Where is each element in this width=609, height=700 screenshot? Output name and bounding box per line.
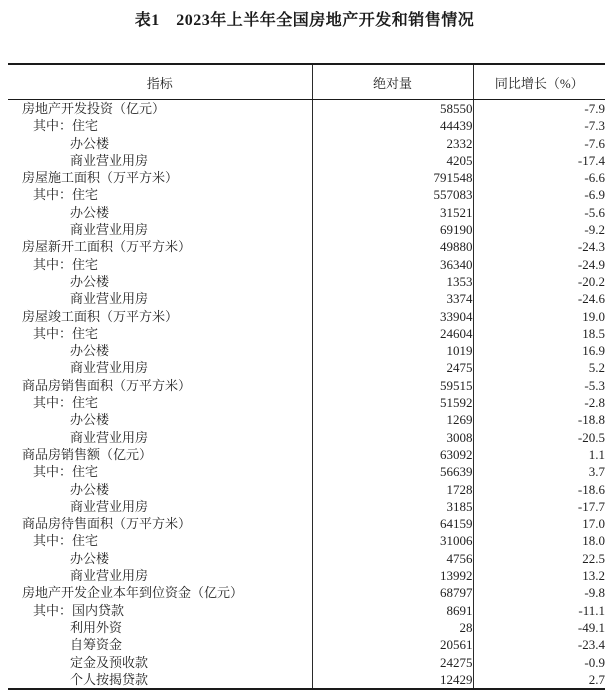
table-row <box>8 342 605 359</box>
indicator-cell: 商品房待售面积（万平方米） <box>22 516 192 532</box>
growth-cell: -6.9 <box>473 186 605 203</box>
table-title: 表1 2023年上半年全国房地产开发和销售情况 <box>134 12 475 29</box>
indicator-cell: 房屋新开工面积（万平方米） <box>22 239 192 255</box>
absolute-cell: 2475 <box>312 359 473 376</box>
growth-cell: -9.2 <box>473 221 605 238</box>
growth-cell: -24.6 <box>473 290 605 307</box>
growth-cell: 17.0 <box>473 515 605 532</box>
table-row <box>8 273 605 290</box>
table-container <box>8 63 605 690</box>
absolute-cell: 24604 <box>312 325 473 342</box>
table-row <box>8 135 605 152</box>
growth-cell: 2.7 <box>473 671 605 689</box>
indicator-cell: 定金及预收款 <box>70 654 149 670</box>
growth-cell: -49.1 <box>473 619 605 636</box>
table-row <box>8 325 605 342</box>
header-indicator: 指标 <box>8 64 312 100</box>
table-row <box>8 567 605 584</box>
indicator-cell: 其中：住宅 <box>33 325 99 341</box>
growth-cell: 22.5 <box>473 550 605 567</box>
indicator-cell: 其中：住宅 <box>33 464 99 480</box>
table-row <box>8 446 605 463</box>
absolute-cell: 1728 <box>312 481 473 498</box>
absolute-cell: 49880 <box>312 238 473 255</box>
growth-cell: -20.5 <box>473 429 605 446</box>
table-row <box>8 359 605 376</box>
growth-cell: 1.1 <box>473 446 605 463</box>
absolute-cell: 4205 <box>312 152 473 169</box>
table-row <box>8 619 605 636</box>
indicator-cell: 个人按揭贷款 <box>70 671 149 687</box>
indicator-cell: 商业营业用房 <box>70 222 149 238</box>
table-row <box>8 584 605 601</box>
absolute-cell: 59515 <box>312 377 473 394</box>
indicator-cell: 其中：国内贷款 <box>33 602 125 618</box>
absolute-cell: 58550 <box>312 100 473 118</box>
table-row <box>8 498 605 515</box>
table-row <box>8 602 605 619</box>
growth-cell: -18.6 <box>473 481 605 498</box>
table-row <box>8 429 605 446</box>
table-row <box>8 169 605 186</box>
growth-cell: 3.7 <box>473 463 605 480</box>
growth-cell: 18.5 <box>473 325 605 342</box>
indicator-cell: 房地产开发企业本年到位资金（亿元） <box>22 585 244 601</box>
indicator-cell: 商品房销售额（亿元） <box>22 446 153 462</box>
indicator-cell: 自筹资金 <box>70 637 123 653</box>
growth-cell: -0.9 <box>473 654 605 671</box>
table-row <box>8 256 605 273</box>
absolute-cell: 1353 <box>312 273 473 290</box>
absolute-cell: 12429 <box>312 671 473 689</box>
growth-cell: -17.4 <box>473 152 605 169</box>
growth-cell: -23.4 <box>473 636 605 653</box>
absolute-cell: 8691 <box>312 602 473 619</box>
growth-cell: -20.2 <box>473 273 605 290</box>
table-row <box>8 152 605 169</box>
absolute-cell: 33904 <box>312 308 473 325</box>
table-row <box>8 481 605 498</box>
indicator-cell: 利用外资 <box>70 619 123 635</box>
growth-cell: 16.9 <box>473 342 605 359</box>
indicator-cell: 办公楼 <box>70 343 110 359</box>
indicator-cell: 商业营业用房 <box>70 360 149 376</box>
table-row <box>8 204 605 221</box>
absolute-cell: 56639 <box>312 463 473 480</box>
indicator-cell: 商业营业用房 <box>70 291 149 307</box>
absolute-cell: 791548 <box>312 169 473 186</box>
growth-cell: -18.8 <box>473 411 605 428</box>
table-row <box>8 238 605 255</box>
indicator-cell: 商业营业用房 <box>70 152 149 168</box>
growth-cell: -7.3 <box>473 117 605 134</box>
table-row <box>8 117 605 134</box>
indicator-cell: 其中：住宅 <box>33 187 99 203</box>
indicator-cell: 房屋施工面积（万平方米） <box>22 170 179 186</box>
indicator-cell: 其中：住宅 <box>33 395 99 411</box>
growth-cell: -5.3 <box>473 377 605 394</box>
table-row <box>8 186 605 203</box>
indicator-cell: 其中：住宅 <box>33 118 99 134</box>
indicator-cell: 其中：住宅 <box>33 256 99 272</box>
indicator-cell: 商品房销售面积（万平方米） <box>22 377 192 393</box>
indicator-cell: 房屋竣工面积（万平方米） <box>22 308 179 324</box>
table-row <box>8 394 605 411</box>
growth-cell: 13.2 <box>473 567 605 584</box>
growth-cell: -2.8 <box>473 394 605 411</box>
indicator-cell: 商业营业用房 <box>70 429 149 445</box>
indicator-cell: 办公楼 <box>70 135 110 151</box>
header-growth: 同比增长（%） <box>473 64 605 100</box>
indicator-cell: 房地产开发投资（亿元） <box>22 101 166 116</box>
indicator-cell: 商业营业用房 <box>70 498 149 514</box>
indicator-cell: 办公楼 <box>70 412 110 428</box>
table-header <box>8 64 605 100</box>
absolute-cell: 31006 <box>312 532 473 549</box>
table-row <box>8 515 605 532</box>
growth-cell: -9.8 <box>473 584 605 601</box>
growth-cell: -11.1 <box>473 602 605 619</box>
table-row <box>8 100 605 118</box>
growth-cell: -17.7 <box>473 498 605 515</box>
absolute-cell: 3185 <box>312 498 473 515</box>
indicator-cell: 办公楼 <box>70 273 110 289</box>
absolute-cell: 69190 <box>312 221 473 238</box>
growth-cell: -7.6 <box>473 135 605 152</box>
indicator-cell: 办公楼 <box>70 550 110 566</box>
absolute-cell: 68797 <box>312 584 473 601</box>
growth-cell: 5.2 <box>473 359 605 376</box>
stats-table <box>8 63 605 690</box>
growth-cell: 18.0 <box>473 532 605 549</box>
indicator-cell: 其中：住宅 <box>33 533 99 549</box>
growth-cell: -5.6 <box>473 204 605 221</box>
indicator-cell: 商业营业用房 <box>70 568 149 584</box>
absolute-cell: 31521 <box>312 204 473 221</box>
indicator-cell: 办公楼 <box>70 204 110 220</box>
table-row <box>8 671 605 689</box>
table-row <box>8 654 605 671</box>
growth-cell: -24.3 <box>473 238 605 255</box>
absolute-cell: 20561 <box>312 636 473 653</box>
absolute-cell: 3008 <box>312 429 473 446</box>
absolute-cell: 557083 <box>312 186 473 203</box>
absolute-cell: 4756 <box>312 550 473 567</box>
absolute-cell: 3374 <box>312 290 473 307</box>
table-row <box>8 290 605 307</box>
absolute-cell: 51592 <box>312 394 473 411</box>
growth-cell: 19.0 <box>473 308 605 325</box>
table-row <box>8 532 605 549</box>
absolute-cell: 13992 <box>312 567 473 584</box>
table-row <box>8 636 605 653</box>
table-body <box>8 100 605 690</box>
table-row <box>8 308 605 325</box>
table-row <box>8 411 605 428</box>
growth-cell: -6.6 <box>473 169 605 186</box>
absolute-cell: 36340 <box>312 256 473 273</box>
growth-cell: -7.9 <box>473 100 605 118</box>
table-row <box>8 377 605 394</box>
table-row <box>8 550 605 567</box>
absolute-cell: 28 <box>312 619 473 636</box>
header-absolute: 绝对量 <box>312 64 473 100</box>
absolute-cell: 1269 <box>312 411 473 428</box>
growth-cell: -24.9 <box>473 256 605 273</box>
absolute-cell: 64159 <box>312 515 473 532</box>
indicator-cell: 办公楼 <box>70 481 110 497</box>
absolute-cell: 63092 <box>312 446 473 463</box>
table-row <box>8 463 605 480</box>
absolute-cell: 2332 <box>312 135 473 152</box>
absolute-cell: 44439 <box>312 117 473 134</box>
absolute-cell: 24275 <box>312 654 473 671</box>
header-row <box>8 64 605 100</box>
absolute-cell: 1019 <box>312 342 473 359</box>
table-row <box>8 221 605 238</box>
